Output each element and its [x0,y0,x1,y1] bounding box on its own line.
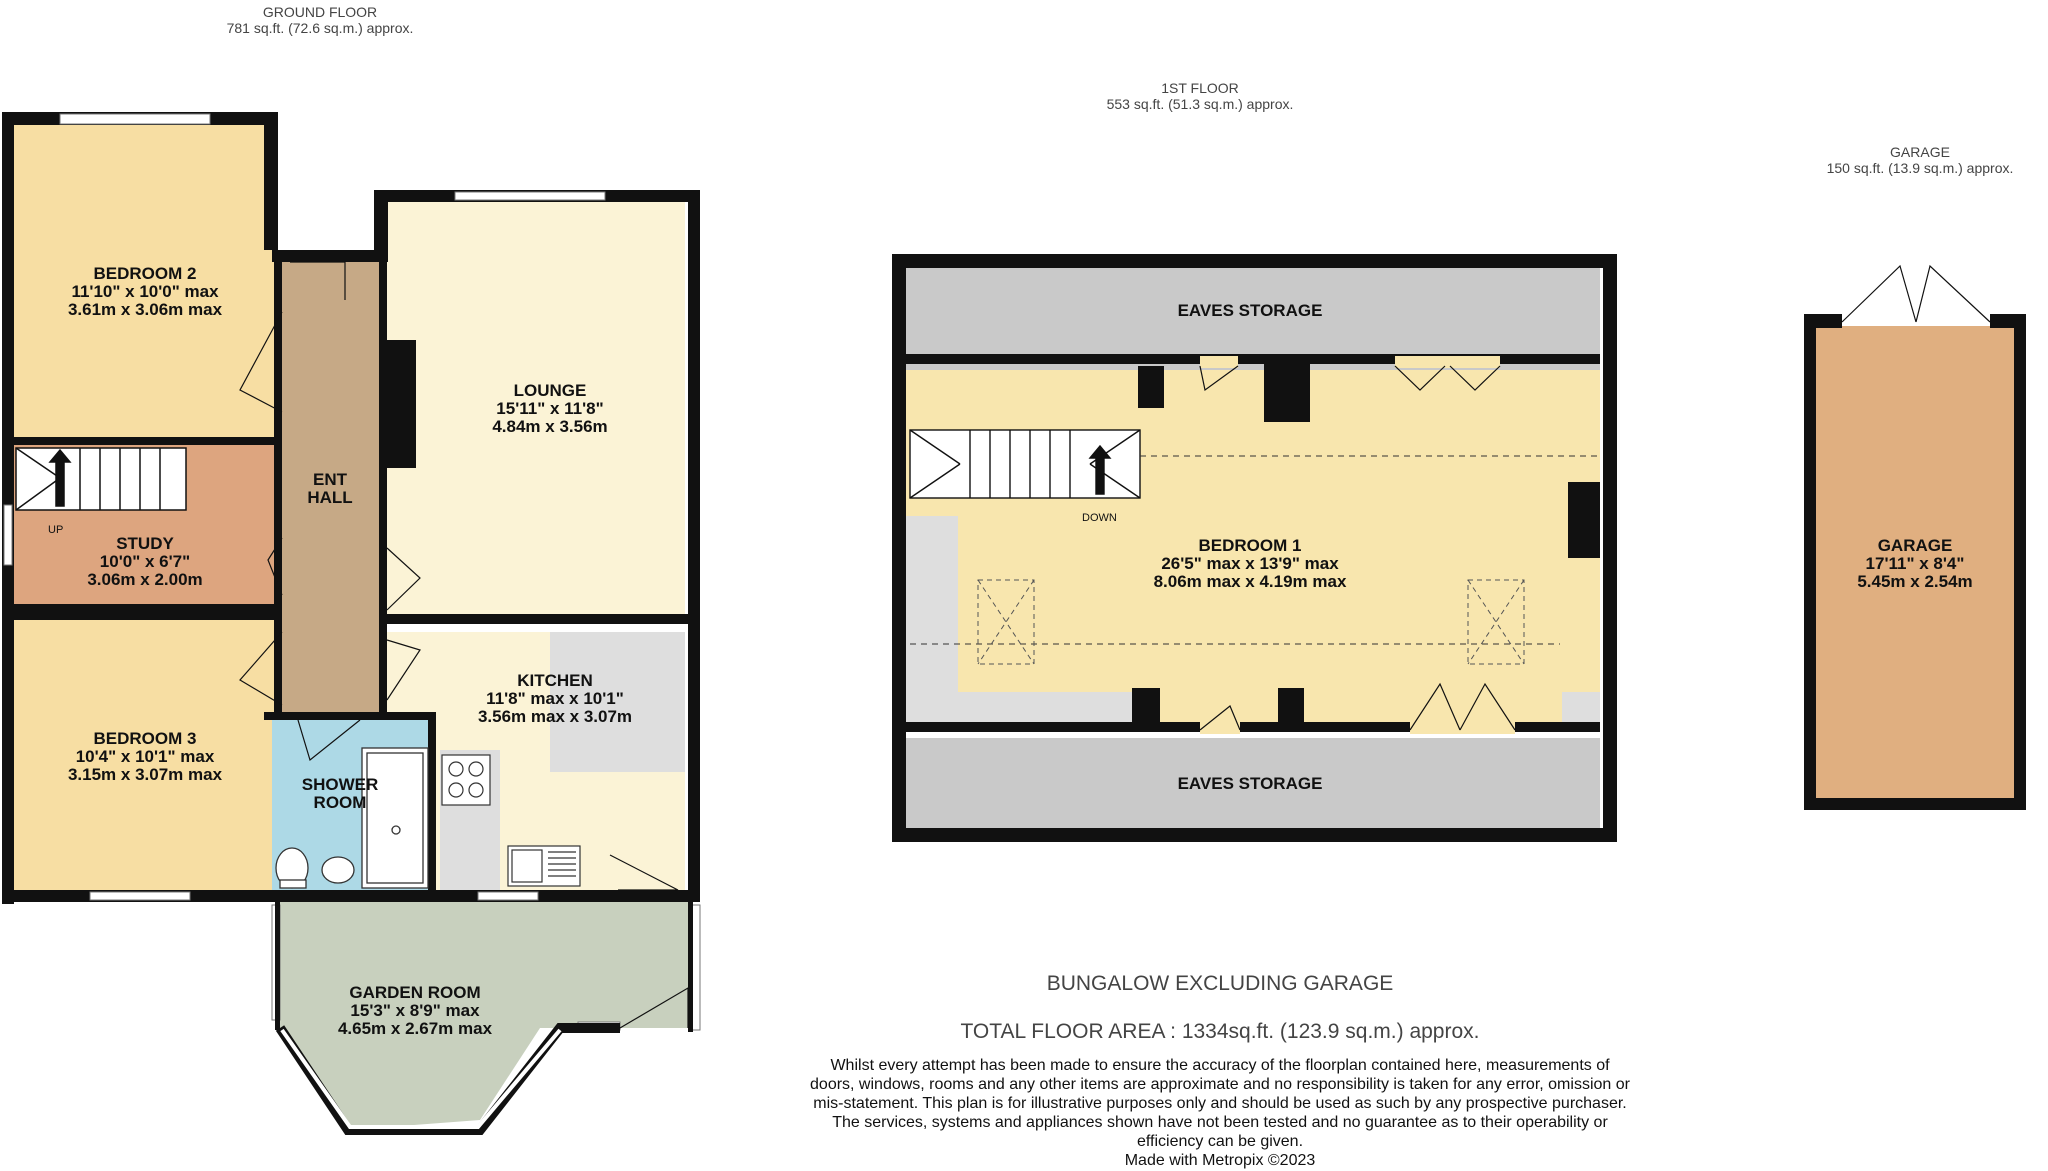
first-floor-stairs [910,430,1140,498]
garage-doors [1842,266,1990,322]
garage-header [1800,144,2040,176]
garage-name: GARAGE [1877,536,1953,555]
bedroom-1-dim-metric: 8.06m max x 4.19m max [1153,572,1347,591]
kitchen-label [420,672,690,726]
entrance-hall-line1: ENT [313,470,347,489]
first-floor-title: 1ST FLOOR [1161,80,1239,96]
entrance-hall-line2: HALL [307,488,353,507]
garden-room-dim-metric: 4.65m x 2.67m max [337,1019,493,1038]
bedroom-2-label [20,265,270,319]
bedroom-1-label [1100,537,1400,591]
garden-room-name: GARDEN ROOM [349,983,481,1002]
study-dim-metric: 3.06m x 2.00m [87,570,203,589]
first-floor-area: 553 sq.ft. (51.3 sq.m.) approx. [1106,96,1294,112]
bedroom-3-dim-metric: 3.15m x 3.07m max [67,765,223,784]
garage-dim-imperial: 17'11" x 8'4" [1865,554,1965,573]
first-floor-header [1070,80,1330,112]
total-floor-area: TOTAL FLOOR AREA : 1334sq.ft. (123.9 sq.m.) approx. [960,1020,1480,1043]
bedroom-2-dim-metric: 3.61m x 3.06m max [67,300,223,319]
entrance-hall-label [282,471,378,507]
kitchen-name: KITCHEN [517,671,593,690]
kitchen-dim-imperial: 11'8" max x 10'1" [486,689,624,708]
lounge-dim-metric: 4.84m x 3.56m [492,417,608,436]
ground-floor-header [190,4,450,36]
bedroom-3-label [20,730,270,784]
lounge-dim-imperial: 15'11" x 11'8" [496,399,604,418]
study-name: STUDY [116,534,174,553]
lounge-label [400,382,700,436]
garage-dim-metric: 5.45m x 2.54m [1857,572,1973,591]
bedroom-2-dim-imperial: 11'10" x 10'0" max [71,282,219,301]
study-dim-imperial: 10'0" x 6'7" [99,552,191,571]
ground-floor-title: GROUND FLOOR [262,4,378,20]
bungalow-excluding-garage: BUNGALOW EXCLUDING GARAGE [1046,972,1394,995]
shower-room-label [290,776,390,812]
bedroom-3-dim-imperial: 10'4" x 10'1" max [75,747,215,766]
shower-room-line2: ROOM [313,793,367,812]
stairs-down-label: DOWN [1082,512,1117,524]
ground-floor-area: 781 sq.ft. (72.6 sq.m.) approx. [226,20,414,36]
garden-room-dim-imperial: 15'3" x 8'9" max [350,1001,480,1020]
kitchen-dim-metric: 3.56m max x 3.07m [477,707,633,726]
floorplan-footer [780,972,1660,1170]
shower-room-line1: SHOWER [301,775,379,794]
eaves-storage-bottom-label [1100,775,1400,793]
metropix-credit: Made with Metropix ©2023 [1124,1152,1316,1169]
bedroom-1-dim-imperial: 26'5" max x 13'9" max [1161,554,1339,573]
disclaimer-text: Whilst every attempt has been made to ensure the accuracy of the floorplan contained here, measurements of doors, windows, rooms and any other items are approximate and no responsibility is taken for any error, omission or mis-statement. This plan is for illustrative purposes only and should be used as such by any prospective purchaser. The services, systems and appliances shown have not been tested and no guarantee as to their operability or efficiency can be given. [810,1057,1630,1150]
ground-floor-stairs [16,448,186,510]
eaves-storage-top-label [1100,302,1400,320]
disclaimer [780,1056,1660,1170]
study-label [20,535,270,589]
garage-floor-area: 150 sq.ft. (13.9 sq.m.) approx. [1826,160,2014,176]
eaves-storage-top-name: EAVES STORAGE [1177,301,1323,320]
garden-room-label [270,984,560,1038]
bedroom-3-name: BEDROOM 3 [93,729,197,748]
garage-label [1815,537,2015,591]
eaves-storage-bottom-name: EAVES STORAGE [1177,774,1323,793]
bedroom-2-name: BEDROOM 2 [93,264,197,283]
bedroom-1-name: BEDROOM 1 [1198,536,1302,555]
stairs-up-label: UP [48,524,64,536]
lounge-name: LOUNGE [513,381,587,400]
garage-floor-title: GARAGE [1890,144,1950,160]
